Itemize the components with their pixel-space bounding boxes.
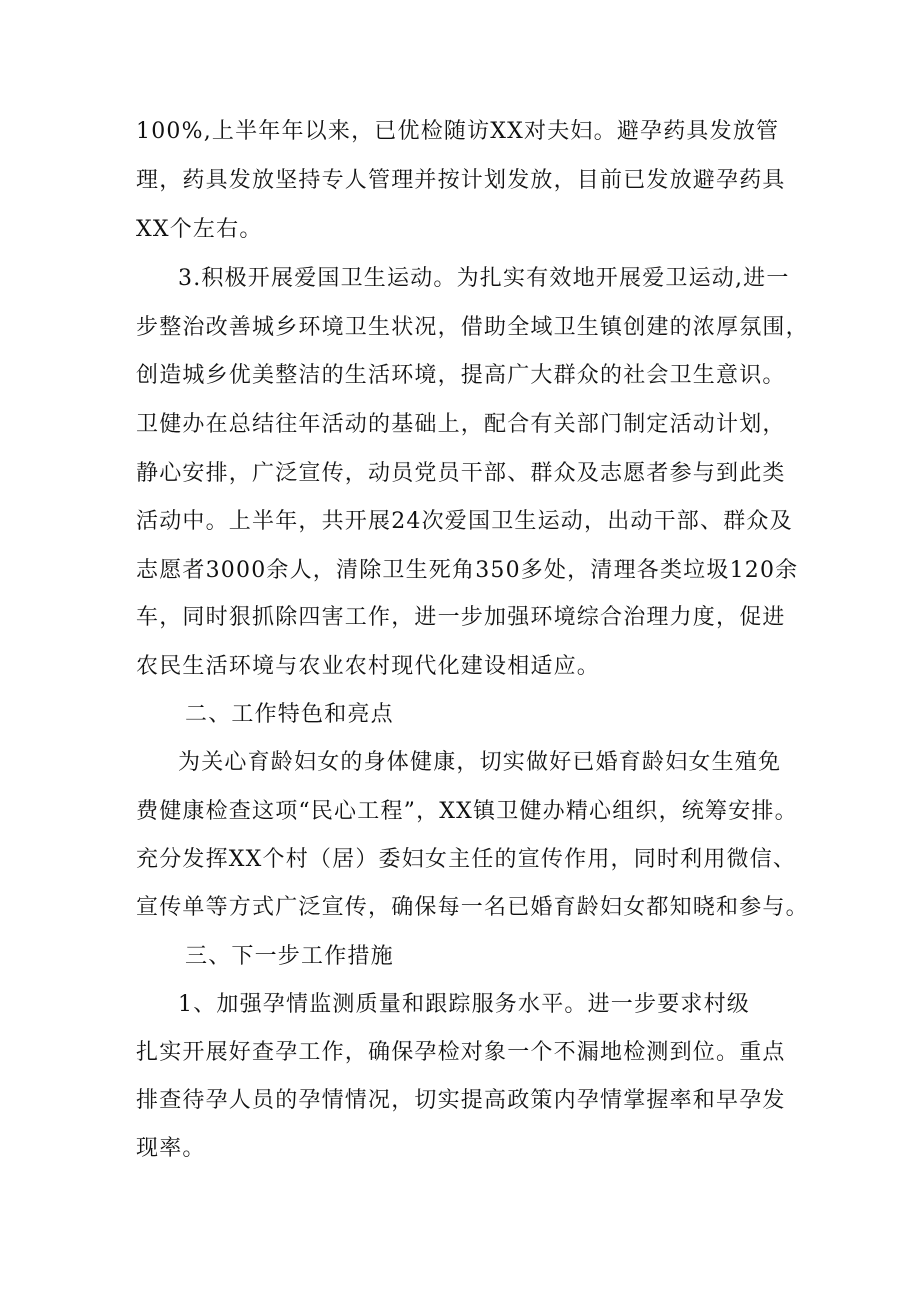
text-line-16: 充分发挥XX个村（居）委妇女主任的宣传作用，同时利用微信、: [136, 847, 797, 872]
text-line-2: 理，药具发放坚持专人管理并按计划发放，目前已发放避孕药具: [136, 168, 786, 193]
text-line-8: 静心安排，广泛宣传，动员党员干部、群众及志愿者参与到此类: [136, 461, 786, 486]
text-line-4: 3.积极开展爱国卫生运动。为扎实有效地开展爱卫运动,进一: [178, 266, 790, 291]
text-line-6: 创造城乡优美整洁的生活环境，提高广大群众的社会卫生意识。: [136, 363, 786, 388]
text-line-22: 现率。: [136, 1136, 206, 1161]
section-heading-3: 三、下一步工作措施: [185, 944, 394, 969]
text-line-11: 车，同时狠抓除四害工作，进一步加强环境综合治理力度，促进: [136, 605, 786, 630]
text-line-9: 活动中。上半年，共开展24次爱国卫生运动，出动干部、群众及: [136, 509, 793, 534]
text-line-10: 志愿者3000余人，清除卫生死角350多处，清理各类垃圾120余: [136, 558, 799, 583]
text-line-15: 费健康检查这项“民心工程”，XX镇卫健办精心组织，统筹安排。: [136, 799, 798, 824]
text-line-14: 为关心育龄妇女的身体健康，切实做好已婚育龄妇女生殖免: [178, 750, 782, 775]
text-line-20: 扎实开展好查孕工作，确保孕检对象一个不漏地检测到位。重点: [136, 1040, 786, 1065]
text-line-21: 排查待孕人员的孕情情况，切实提高政策内孕情掌握率和早孕发: [136, 1088, 786, 1113]
text-line-7: 卫健办在总结往年活动的基础上，配合有关部门制定活动计划，: [136, 412, 786, 437]
text-line-3: XX个左右。: [136, 217, 263, 242]
text-line-17: 宣传单等方式广泛宣传，确保每一名已婚育龄妇女都知晓和参与。: [136, 895, 809, 920]
text-line-5: 步整治改善城乡环境卫生状况，借助全域卫生镇创建的浓厚氛围，: [136, 315, 809, 340]
text-line-1: 100%,上半年年以来，已优检随访XX对夫妇。避孕药具发放管: [136, 119, 780, 144]
section-heading-2: 二、工作特色和亮点: [185, 702, 394, 727]
text-line-19: 1、加强孕情监测质量和跟踪服务水平。进一步要求村级: [178, 992, 750, 1017]
text-line-12: 农民生活环境与农业农村现代化建设相适应。: [136, 654, 601, 679]
